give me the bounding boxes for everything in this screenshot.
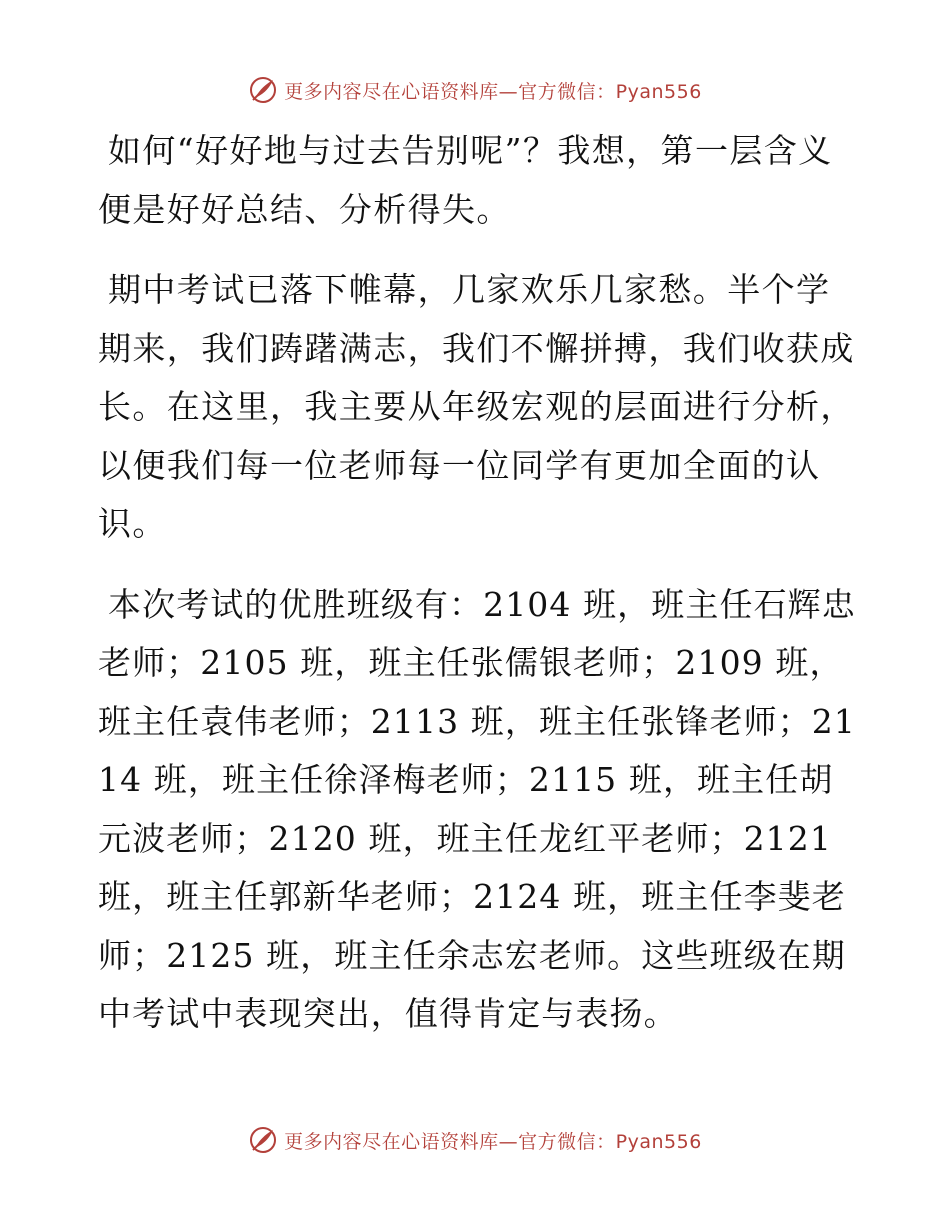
footer-banner-text: 更多内容尽在心语资料库—官方微信：Pyan556 [284, 1130, 702, 1153]
paragraph-midterm-analysis: 期中考试已落下帷幕，几家欢乐几家愁。半个学期来，我们踌躇满志，我们不懈拼搏，我们收获成长。在这里，我主要从年级宏观的层面进行分析，以便我们每一位老师每一位同学有更加全面的认识。 [98, 270, 855, 543]
header-banner-text: 更多内容尽在心语资料库—官方微信：Pyan556 [284, 80, 702, 103]
paragraph-farewell-question: 如何“好好地与过去告别呢”？我想，第一层含义便是好好总结、分析得失。 [98, 131, 833, 229]
feather-quill-logo-icon [248, 1125, 278, 1155]
footer-banner [0, 1120, 950, 1160]
paragraph-outstanding-classes: 本次考试的优胜班级有：2104 班，班主任石辉忠老师；2105 班，班主任张儒银老师；2109 班，班主任袁伟老师；2113 班，班主任张锋老师；2114 班，班主任徐泽梅老师；2115 班，班主任胡元波老师；2120 班，班主任龙红平老师；2121 班，班主任郭新华老师；2124 班，班主任李斐老师；2125 班，班主任余志宏老师。这些班级在期中考试中表现突出，值得肯定与表扬。 [98, 584, 856, 1033]
feather-quill-logo-icon [248, 75, 278, 105]
document-body [98, 122, 858, 1066]
header-banner [0, 70, 950, 110]
